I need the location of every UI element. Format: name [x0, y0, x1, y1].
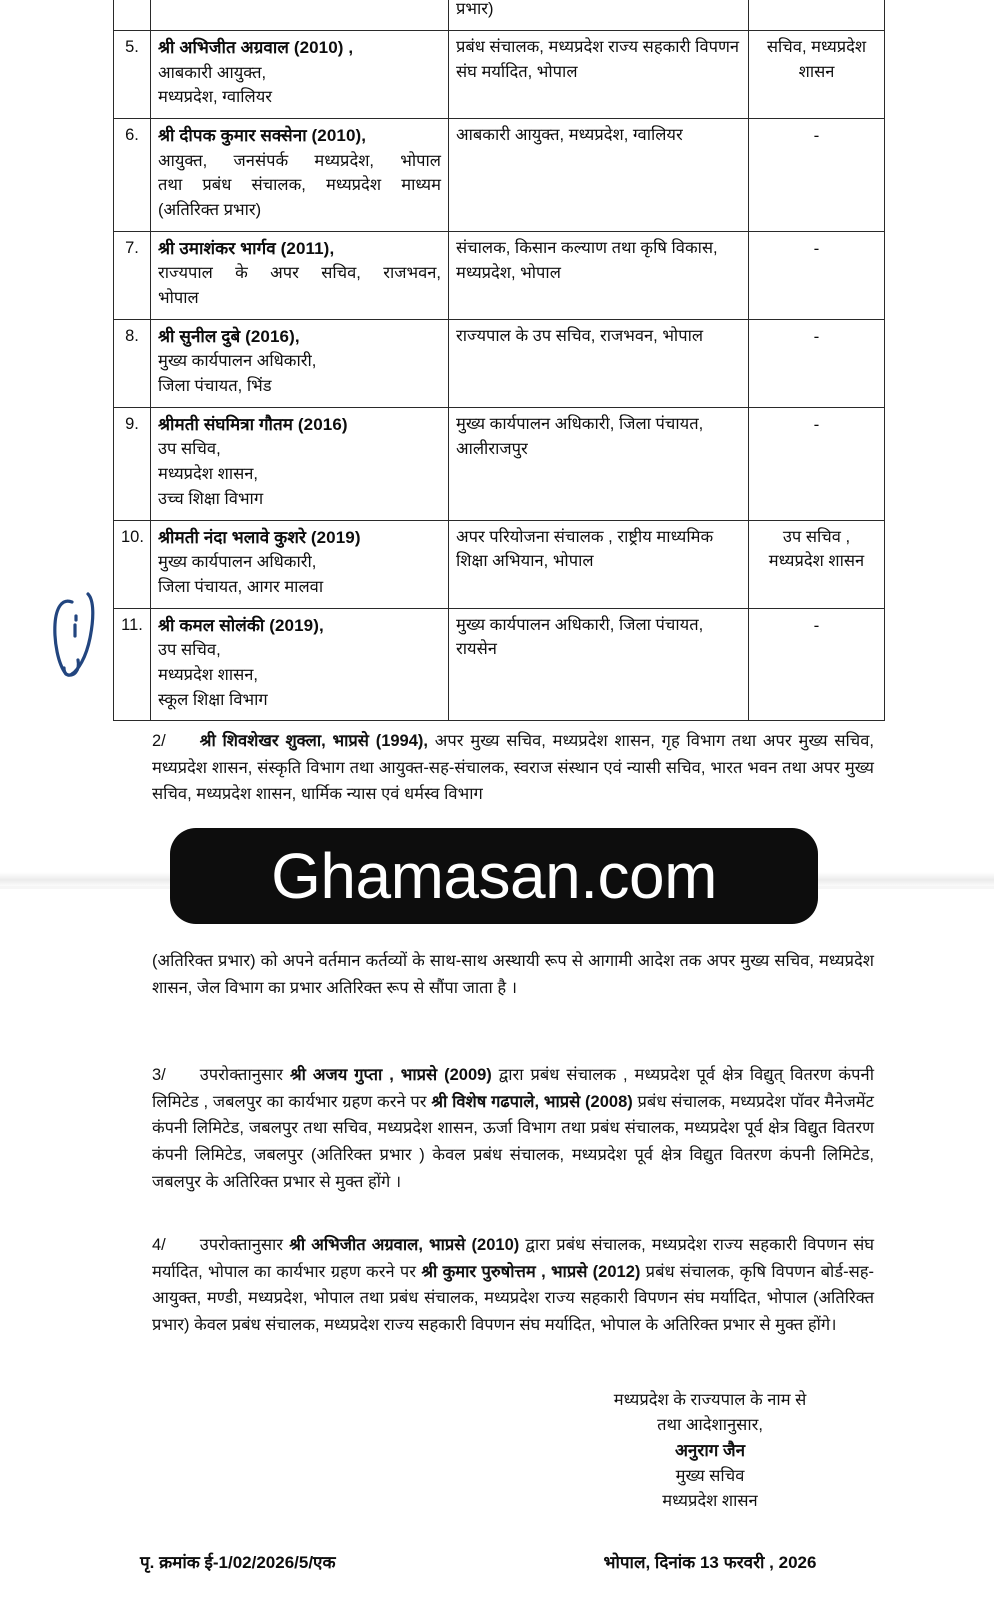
officer-post-line: उप सचिव,: [158, 641, 221, 659]
cell-name: [151, 31, 449, 119]
officer-post-line: आयुक्त, जनसंपर्क मध्यप्रदेश, भोपाल: [158, 151, 441, 170]
officer-post-line: मुख्य कार्यपालन अधिकारी,: [158, 352, 317, 371]
footer-reference-number: पृ. क्रमांक ई-1/02/2026/5/एक: [140, 1553, 336, 1572]
cell-serial: 7.: [114, 231, 151, 319]
cell-extra: [749, 119, 885, 232]
table-row: [114, 407, 885, 520]
paragraph-number: 2/: [152, 732, 166, 750]
cell-name: [151, 119, 449, 232]
officer-name: श्री उमाशंकर भार्गव (2011),: [158, 238, 335, 258]
officer-post-line: मध्यप्रदेश शासन,: [158, 665, 258, 684]
cell-name: [151, 319, 449, 407]
officers-table-wrapper: [113, 0, 884, 721]
post-line: विकास, मध्यप्रदेश, भोपाल: [456, 238, 718, 282]
officer-name: श्री दीपक कुमार सक्सेना (2010),: [158, 126, 367, 145]
post-line: राजभवन, भोपाल: [599, 326, 704, 345]
paragraph-text: प्रबंध संचालक, कृषि विपणन बोर्ड-सह-आयुक्त, मण्डी, मध्यप्रदेश, भोपाल तथा प्रबंध संचालक, मध्यप्रदेश राज्य सहकारी विपणन संघ मर्यादित, भोपाल (अतिरिक्त प्रभार) केवल प्रबंध संचालक, मध्यप्रदेश राज्य सहकारी विपणन संघ मर्यादित, भोपाल के अतिरिक्त प्रभार से मुक्त होंगे।: [152, 1262, 875, 1335]
paragraph-lead: उपरोक्तानुसार: [199, 1066, 290, 1084]
officer-post-line: उप सचिव,: [158, 440, 221, 459]
post-line: विपणन संघ मर्यादित, भोपाल: [456, 38, 740, 81]
cell-extra: [749, 231, 885, 319]
paragraph-text: अपर मुख्य सचिव, मध्यप्रदेश शासन, गृह विभाग तथा अपर मुख्य सचिव, मध्यप्रदेश शासन, संस्कृति विभाग तथा आयुक्त-सह-संचालक, स्वराज संस्थान एवं न्यासी सचिव, भारत भवन तथा अपर मुख्य सचिव, मध्यप्रदेश शासन, धार्मिक न्यास एवं धर्मस्व विभाग: [152, 732, 874, 804]
paragraph-2-continued: [152, 948, 874, 1001]
officer-name: श्री सुनील दुबे (2016),: [158, 326, 300, 346]
cell-serial: 9.: [114, 407, 151, 520]
extra-line: -: [813, 126, 820, 145]
post-line: मुख्य कार्यपालन अधिकारी,: [456, 615, 615, 634]
paragraph-2: [152, 728, 874, 808]
officer-post-line: भोपाल: [158, 289, 199, 307]
paragraph-text: प्रबंध संचालक, मध्यप्रदेश पॉवर मैनेजमेंट कंपनी लिमिटेड, जबलपुर तथा सचिव, मध्यप्रदेश शासन, ऊर्जा विभाग तथा प्रबंध संचालक, मध्यप्रदेश पूर्व क्षेत्र विद्युत वितरण कंपनी लिमिटेड, जबलपुर (अतिरिक्त प्रभार ) केवल प्रबंध संचालक, मध्यप्रदेश पूर्व क्षेत्र विद्युत वितरण कंपनी लिमिटेड, जबलपुर के अतिरिक्त प्रभार से मुक्त होंगे ।: [152, 1092, 874, 1191]
officer-post-line: तथा प्रबंध संचालक, मध्यप्रदेश माध्यम: [158, 176, 441, 195]
table-row-partial-top: [114, 0, 885, 31]
cell-serial: 6.: [114, 119, 151, 232]
signature-order-line: तथा आदेशानुसार,: [657, 1416, 763, 1435]
post-line: संचालक, किसान कल्याण तथा कृषि: [456, 238, 667, 257]
officer-name: श्री अभिजीत अग्रवाल (2010) ,: [158, 38, 354, 57]
cell-post: [449, 31, 749, 119]
paragraph-bold-name: श्री विशेष गढपाले, भाप्रसे (2008): [431, 1092, 633, 1111]
paragraph-number: 4/: [152, 1236, 166, 1254]
officer-post-line: आबकारी आयुक्त,: [158, 63, 267, 82]
cell-extra: [749, 319, 885, 407]
post-line: प्रबंध संचालक, मध्यप्रदेश राज्य सहकारी: [456, 38, 691, 56]
cell-name: [151, 407, 449, 520]
extra-line: -: [813, 414, 820, 434]
signature-authority-line: मध्यप्रदेश के राज्यपाल के नाम से: [613, 1391, 807, 1409]
paragraph-bold-name: श्री अभिजीत अग्रवाल, भाप्रसे (2010): [289, 1236, 520, 1254]
cell-name: [151, 0, 449, 31]
table-row: [114, 319, 885, 407]
watermark-text: Ghamasan.com: [271, 840, 717, 912]
officer-name: श्री कमल सोलंकी (2019),: [158, 615, 324, 635]
table-row: [114, 231, 885, 319]
extra-line: -: [813, 615, 820, 635]
officer-name: श्रीमती संघमित्रा गौतम (2016): [158, 414, 348, 434]
officer-post-line: मध्यप्रदेश, ग्वालियर: [158, 88, 273, 107]
extra-line: मध्यप्रदेश शासन: [768, 552, 865, 571]
post-line: मध्यप्रदेश, ग्वालियर: [568, 126, 683, 144]
cell-post: [449, 608, 749, 721]
cell-serial: 10.: [114, 520, 151, 608]
officer-post-line: (अतिरिक्त प्रभार): [158, 201, 262, 219]
cell-serial: 5.: [114, 31, 151, 119]
paragraph-bold-name: श्री शिवशेखर शुक्ला, भाप्रसे (1994),: [199, 732, 428, 750]
extra-line: उप सचिव ,: [782, 527, 851, 546]
officer-post-line: जिला पंचायत, आगर मालवा: [158, 577, 324, 596]
handwritten-signature-icon: [42, 578, 112, 688]
paragraph-4: [152, 1232, 874, 1339]
officers-table: [113, 0, 885, 721]
officer-post-line: उच्च शिक्षा विभाग: [158, 489, 264, 508]
cell-name: [151, 520, 449, 608]
post-line: राष्ट्रीय माध्यमिक शिक्षा अभियान, भोपाल: [456, 527, 714, 571]
cell-post: [449, 0, 749, 31]
cell-extra: [749, 31, 885, 119]
paragraph-text: द्वारा प्रबंध संचालक , मध्यप्रदेश पूर्व क्षेत्र विद्युत् वितरण कंपनी लिमिटेड , जबलपुर का कार्यभार ग्रहण करने पर: [152, 1066, 874, 1111]
paragraph-text: (अतिरिक्त प्रभार) को अपने वर्तमान कर्तव्यों के साथ-साथ अस्थायी रूप से आगामी आदेश तक अपर मुख्य सचिव, मध्यप्रदेश शासन, जेल विभाग का प्रभार अतिरिक्त रूप से सौंपा जाता है ।: [152, 952, 874, 997]
signature-block: [560, 1388, 860, 1514]
extra-line: मध्यप्रदेश शासन: [798, 38, 867, 81]
cell-name: [151, 231, 449, 319]
paragraph-bold-name: श्री कुमार पुरुषोत्तम , भाप्रसे (2012): [421, 1262, 641, 1281]
officer-post-line: मध्यप्रदेश शासन,: [158, 465, 258, 483]
cell-extra: [749, 608, 885, 721]
post-line: जिला पंचायत, रायसेन: [456, 615, 704, 659]
watermark-badge: [170, 828, 818, 924]
post-line: आबकारी आयुक्त,: [456, 126, 565, 144]
signatory-government: मध्यप्रदेश शासन: [662, 1492, 758, 1511]
officer-name: श्रीमती नंदा भलावे कुशरे (2019): [158, 527, 361, 547]
table-row: [114, 31, 885, 119]
officer-post-line: राज्यपाल के अपर सचिव, राजभवन,: [158, 264, 441, 283]
post-line: जिला पंचायत, आलीराजपुर: [456, 414, 704, 458]
extra-line: सचिव,: [766, 38, 807, 56]
post-line: मुख्य कार्यपालन अधिकारी,: [456, 414, 615, 433]
cell-post: [449, 231, 749, 319]
paragraph-3: [152, 1062, 874, 1196]
signatory-name: अनुराग जैन: [674, 1441, 746, 1461]
footer-place-date: भोपाल, दिनांक 13 फरवरी , 2026: [603, 1553, 817, 1572]
post-line: अपर परियोजना संचालक ,: [456, 527, 613, 546]
officer-post-line: जिला पंचायत, भिंड: [158, 377, 272, 395]
cell-post: [449, 520, 749, 608]
table-row: [114, 119, 885, 232]
post-line: राज्यपाल के उप सचिव,: [456, 326, 596, 345]
paragraph-number: 3/: [152, 1066, 166, 1084]
cell-name: [151, 608, 449, 721]
cell-extra: [749, 520, 885, 608]
officer-post-line: मुख्य कार्यपालन अधिकारी,: [158, 553, 317, 571]
cell-serial: 11.: [114, 608, 151, 721]
signatory-designation: मुख्य सचिव: [675, 1466, 745, 1485]
cell-serial: [114, 0, 151, 31]
paragraph-bold-name: श्री अजय गुप्ता , भाप्रसे (2009): [290, 1066, 492, 1084]
cell-extra: [749, 407, 885, 520]
partial-post-text: प्रभार): [456, 0, 494, 18]
paragraph-text: द्वारा प्रबंध संचालक, मध्यप्रदेश राज्य सहकारी विपणन संघ मर्यादित, भोपाल का कार्यभार ग्रहण करने पर: [152, 1236, 874, 1281]
table-row: [114, 520, 885, 608]
cell-post: [449, 319, 749, 407]
officer-post-line: स्कूल शिक्षा विभाग: [158, 690, 268, 709]
cell-extra: [749, 0, 885, 31]
paragraph-lead: उपरोक्तानुसार: [199, 1236, 290, 1254]
table-row: [114, 608, 885, 721]
cell-serial: 8.: [114, 319, 151, 407]
cell-post: [449, 119, 749, 232]
extra-line: -: [813, 326, 820, 346]
cell-post: [449, 407, 749, 520]
extra-line: -: [813, 238, 820, 258]
